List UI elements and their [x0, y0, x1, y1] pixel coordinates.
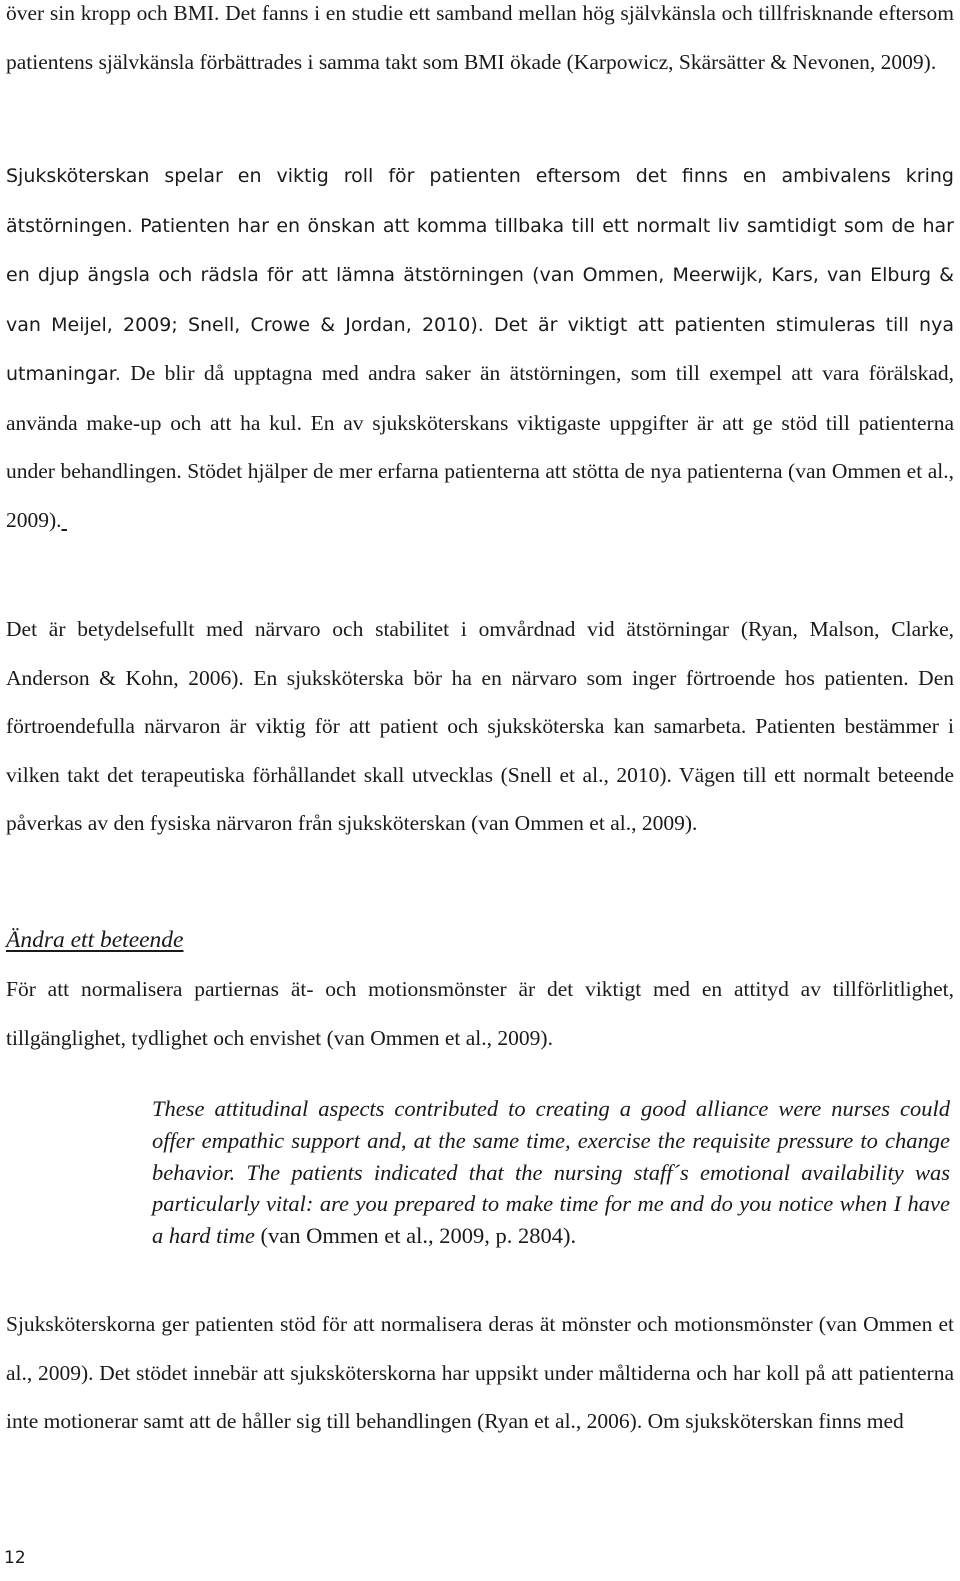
paragraph-stod: Sjuksköterskorna ger patienten stöd för att normalisera deras ät mönster och motionsmönster (van Ommen et al., 2009). Det stödet innebär att sjuksköterskorna har uppsikt under måltiderna och har koll på att patienterna inte motionerar samt att de håller sig till behandlingen (Ryan et al., 2006). Om sjuksköterskan finns med: [6, 1312, 954, 1433]
page-number: 12: [4, 1548, 26, 1568]
paragraph-narvaro: Det är betydelsefullt med närvaro och stabilitet i omvårdnad vid ätstörningar (Ryan, Malson, Clarke, Anderson & Kohn, 2006). En sjuksköterska bör ha en närvaro som inger förtroende hos patienten. Den förtroendefulla närvaron är viktig för att patient och sjuksköterska kan samarbeta. Patienten bestämmer i vilken takt det terapeutiska förhållandet skall utvecklas (Snell et al., 2010). Vägen till ett normalt beteende påverkas av den fysiska närvaron från sjuksköterskan (van Ommen et al., 2009).: [6, 617, 954, 835]
paragraph-ambivalens-sans-part: Sjuksköterskan spelar en viktig roll för patienten eftersom det finns en ambivalens kring ätstörningen. Patienten har en önskan att komma tillbaka till ett normalt liv samtidigt som de har en djup ängsla och rädsla för att lämna ätstörningen (van Ommen, Meerwijk, Kars, van Elburg & van Meijel, 2009; Snell, Crowe & Jordan, 2010). Det är viktigt att patienten stimuleras till nya utmaningar.: [6, 165, 954, 385]
paragraph-ambivalens-serif-part: De blir då upptagna med andra saker än ätstörningen, som till exempel att vara förälskad, använda make-up och att ha kul. En av sjuksköterskans viktigaste uppgifter är att ge stöd till patienterna under behandlingen. Stödet hjälper de mer erfarna patienterna att stötta de nya patienterna (van Ommen et al., 2009).: [6, 361, 954, 532]
block-quote: [152, 1093, 950, 1252]
paragraph-ambivalens: [6, 151, 954, 544]
section-heading: Ändra ett beteende: [6, 927, 184, 953]
quote-text: These attitudinal aspects contributed to creating a good alliance were nurses could offer empathic support and, at the same time, exercise the requisite pressure to change behavior. The patients indicated that the nursing staff´s emotional availability was particularly vital: are you prepared to make time for me and do you notice when I have a hard time: [152, 1096, 950, 1249]
paragraph-normalisera: För att normalisera partiernas ät- och motionsmönster är det viktigt med en attityd av tillförlitlighet, tillgänglighet, tydlighet och envishet (van Ommen et al., 2009).: [6, 977, 954, 1050]
quote-citation: (van Ommen et al., 2009, p. 2804).: [254, 1223, 577, 1249]
trailing-underline: [62, 508, 67, 532]
paragraph-bmi: över sin kropp och BMI. Det fanns i en studie ett samband mellan hög självkänsla och tillfrisknande eftersom patientens självkänsla förbättrades i samma takt som BMI ökade (Karpowicz, Skärsätter & Nevonen, 2009).: [6, 1, 954, 74]
